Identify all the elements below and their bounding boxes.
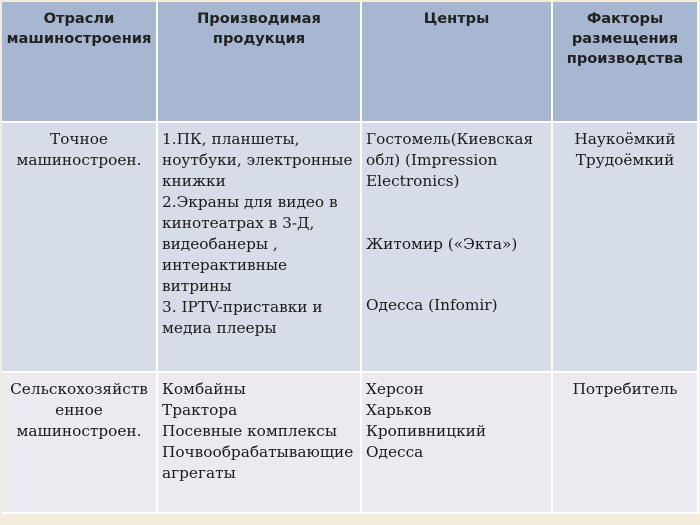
header-products: Производимая продукция (157, 2, 361, 122)
factors-cell (552, 122, 698, 372)
factors-cell (552, 372, 698, 513)
centers-cell (361, 122, 552, 372)
product-item: 3. IPTV-приставки и медиа плееры (162, 298, 323, 337)
header-centers: Центры (361, 2, 552, 122)
center-item: Житомир («Экта») (366, 235, 518, 253)
product-item: Трактора (162, 401, 238, 419)
center-item: Гостомель(Киевская обл) (Impression Electronics) (366, 130, 534, 190)
header-row (2, 2, 698, 122)
table-row (2, 122, 698, 372)
factor-item: Потребитель (572, 380, 678, 398)
factor-item: Наукоёмкий (574, 130, 676, 148)
product-item: 2.Экраны для видео в кинотеатрах в 3-Д, видеобанеры , интерактивные витрины (162, 193, 338, 295)
product-item: Посевные комплексы (162, 422, 338, 440)
center-item: Одесса (Infomir) (366, 296, 498, 314)
industry-cell: Сельскохозяйственное машиностроен. (2, 372, 157, 513)
product-item: 1.ПК, планшеты, ноутбуки, электронные книжки (162, 130, 353, 190)
machinery-table (2, 2, 699, 514)
products-cell (157, 372, 361, 513)
table-row (2, 372, 698, 513)
product-item: Почвообрабатывающие агрегаты (162, 443, 354, 482)
centers-cell (361, 372, 552, 513)
center-item: Харьков (366, 401, 432, 419)
product-item: Комбайны (162, 380, 246, 398)
products-cell (157, 122, 361, 372)
center-item: Одесса (366, 443, 424, 461)
industry-cell: Точное машиностроен. (2, 122, 157, 372)
factor-item: Трудоёмкий (575, 151, 675, 169)
header-factors: Факторы размещения производства (552, 2, 698, 122)
header-industry: Отрасли машиностроения (2, 2, 157, 122)
center-item: Кропивницкий (366, 422, 487, 440)
center-item: Херсон (366, 380, 424, 398)
